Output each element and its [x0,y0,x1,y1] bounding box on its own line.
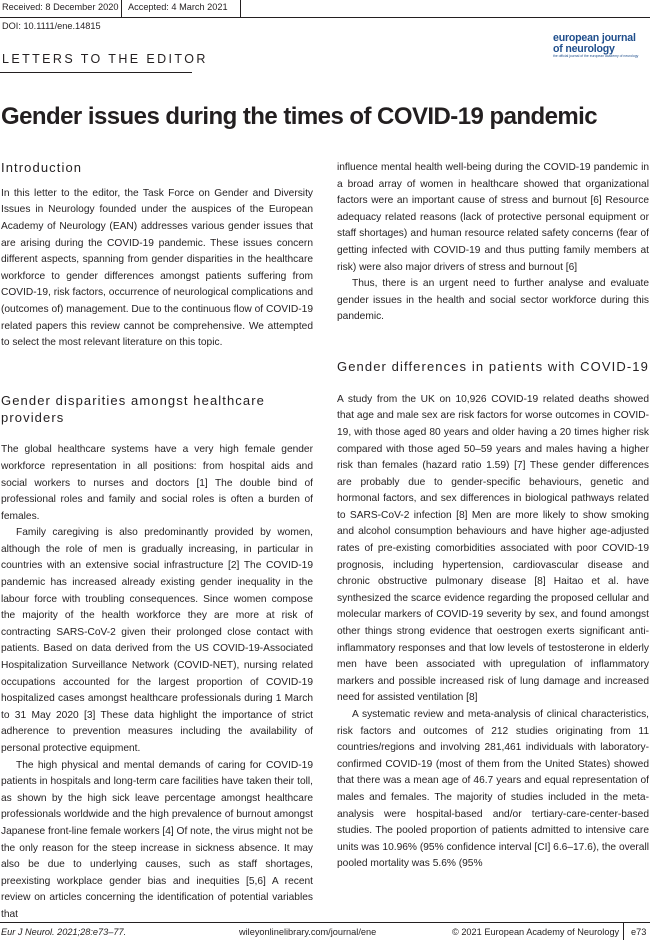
journal-url: wileyonlinelibrary.com/journal/ene [239,927,377,937]
footer-divider [623,923,624,940]
journal-citation: Eur J Neurol. 2021;28:e73–77. [1,927,127,937]
accepted-date: Accepted: 4 March 2021 [128,2,228,12]
received-date: Received: 8 December 2020 [2,2,119,12]
header-divider [240,0,241,17]
gender-differences-heading: Gender differences in patients with COVID-19 [337,358,649,374]
journal-tagline: the official journal of the european academy of neurology [553,54,639,58]
doi: DOI: 10.1111/ene.14815 [2,21,101,31]
section-type-rule [0,72,192,73]
journal-name-line2: of neurology [553,42,615,55]
disparities-heading: Gender disparities amongst healthcare providers [1,392,265,425]
header-rule [0,17,650,18]
right-column [337,160,649,873]
journal-name-line1: european journal [553,32,636,44]
differences-paragraph-2: A systematic review and meta-analysis of clinical characteristics, risk factors and outcomes of 212 studies originating from 11 countries/regions and involving 281,461 individuals with laboratory-confirmed COVID-19 (most of them from the United States) showed that there was a mean age of 46.7 years and equal representation of males and females. The majority of studies included in the meta-analysis were hospital-based and/or tertiary-care-center-based studies. The pooled proportion of patients admitted to intensive care units was 10.96% (95% confidence interval [CI] 6.6–17.6), the overall pooled mortality was 5.6% (95% [337,709,649,870]
disparities-paragraph-4: Thus, there is an urgent need to further analyse and evaluate gender issues in the health and social sector workforce during this pandemic. [337,278,649,323]
copyright: © 2021 European Academy of Neurology [452,927,620,937]
article-title: Gender issues during the times of COVID-19 pandemic [1,103,598,130]
section-type-label: LETTERS TO THE EDITOR [2,52,208,66]
top-header-bar [0,0,650,18]
page-footer [0,922,650,941]
disparities-paragraph-3-continued: influence mental health well-being during the COVID-19 pandemic in a broad array of women in healthcare showed that organizational factors were an important cause of stress and burnout [6] Resource adequacy related reasons (lack of protective personal equipment or staff shortages) and human resource related safety concerns (fear of getting infected with COVID-19 and thus putting family members at risk) were also major drivers of stress and burnout [6] [337,162,649,273]
header-divider [121,0,122,17]
left-column [1,160,313,924]
disparities-paragraph-1: The global healthcare systems have a very high female gender workforce representation in all positions: from hospital aids and social workers to nurses and doctors [1] The double bind of professional roles and family and social roles is often a burden of females. [1,444,313,522]
disparities-paragraph-3: The high physical and mental demands of caring for COVID-19 patients in hospitals and long-term care facilities have taken their toll, as shown by the high sick leave percentage amongst healthcare professionals worldwide and the high prevalence of burnout amongst Japanese front-line female workers [4] Of note, the virus might not be the only reason for the steep increase in sickness absence. It may also be due to underlying causes, such as staff shortages, preexisting workplace gender bias and inequities [5,6] A recent review on articles concerning the identification of potential variables that [1,759,314,920]
differences-paragraph-1: A study from the UK on 10,926 COVID-19 related deaths showed that age and male sex are risk factors for worse outcomes in COVID-19, with those aged 80 years and older having a 20 times higher risk compared with those aged 50–59 years and males having a higher risk than females (hazard ratio 1.59) [7] These gender differences are probably due to gender-specific behaviours, genetic and hormonal factors, and sex differences in biological pathways related to SARS-CoV-2 infection [8] Men are more likely to show smoking and alcohol consumption behaviours and have higher age-adjusted rates of pre-existing comorbidities associated with poor COVID-19 prognosis, including hypertension, cardiovascular disease and chronic obstructive pulmonary disease [8] Haitao et al. have synthesized the scarce evidence regarding the proposed cellular and molecular markers of COVID-19 severity by sex, and found amongst other things strong evidence that oestrogen exerts significant anti-inflammatory responses and that low levels of testosterone in elderly men have been associated with upregulation of inflammatory markers and possible increased risk of lung damage and increased need for assisted ventilation [8] [337,393,649,704]
introduction-heading: Introduction [1,160,83,175]
journal-logo [553,33,649,59]
introduction-paragraph: In this letter to the editor, the Task Force on Gender and Diversity Issues in Neurology founded under the auspices of the European Academy of Neurology (EAN) addresses various gender issues that are arising during the COVID-19 pandemic. These issues concern different aspects, spanning from gender disparities in the healthcare workforce to gender differences amongst patients suffering from COVID-19, risk factors, occurrence of neurological complications and (outcomes of) management. Due to the continuous flow of COVID-19 related papers this review cannot be comprehensive. We attempted to select the most relevant literature on this topic. [1,187,313,349]
page-number: e73 [631,927,647,937]
disparities-paragraph-2: Family caregiving is also predominantly provided by women, although the role of men is gradually increasing, in particular in countries with an extensive social infrastructure [2] The COVID-19 pandemic has increased already existing gender inequality in the labour force with troubling consequences. Since women compose the majority of the health workforce they are more at risk of contracting SARS-CoV-2 given their prolonged close contact with patients. Based on data derived from the US COVID-19-Associated Hospitalization Surveillance Network (COVID-NET), nursing related occupations accounted for the largest proportion of COVID-19 hospitalized cases amongst healthcare professionals during 1 March to 31 May 2020 [3] These data highlight the importance of strict adherence to prevention measures including the availability of personal protective equipment. [1,527,313,755]
